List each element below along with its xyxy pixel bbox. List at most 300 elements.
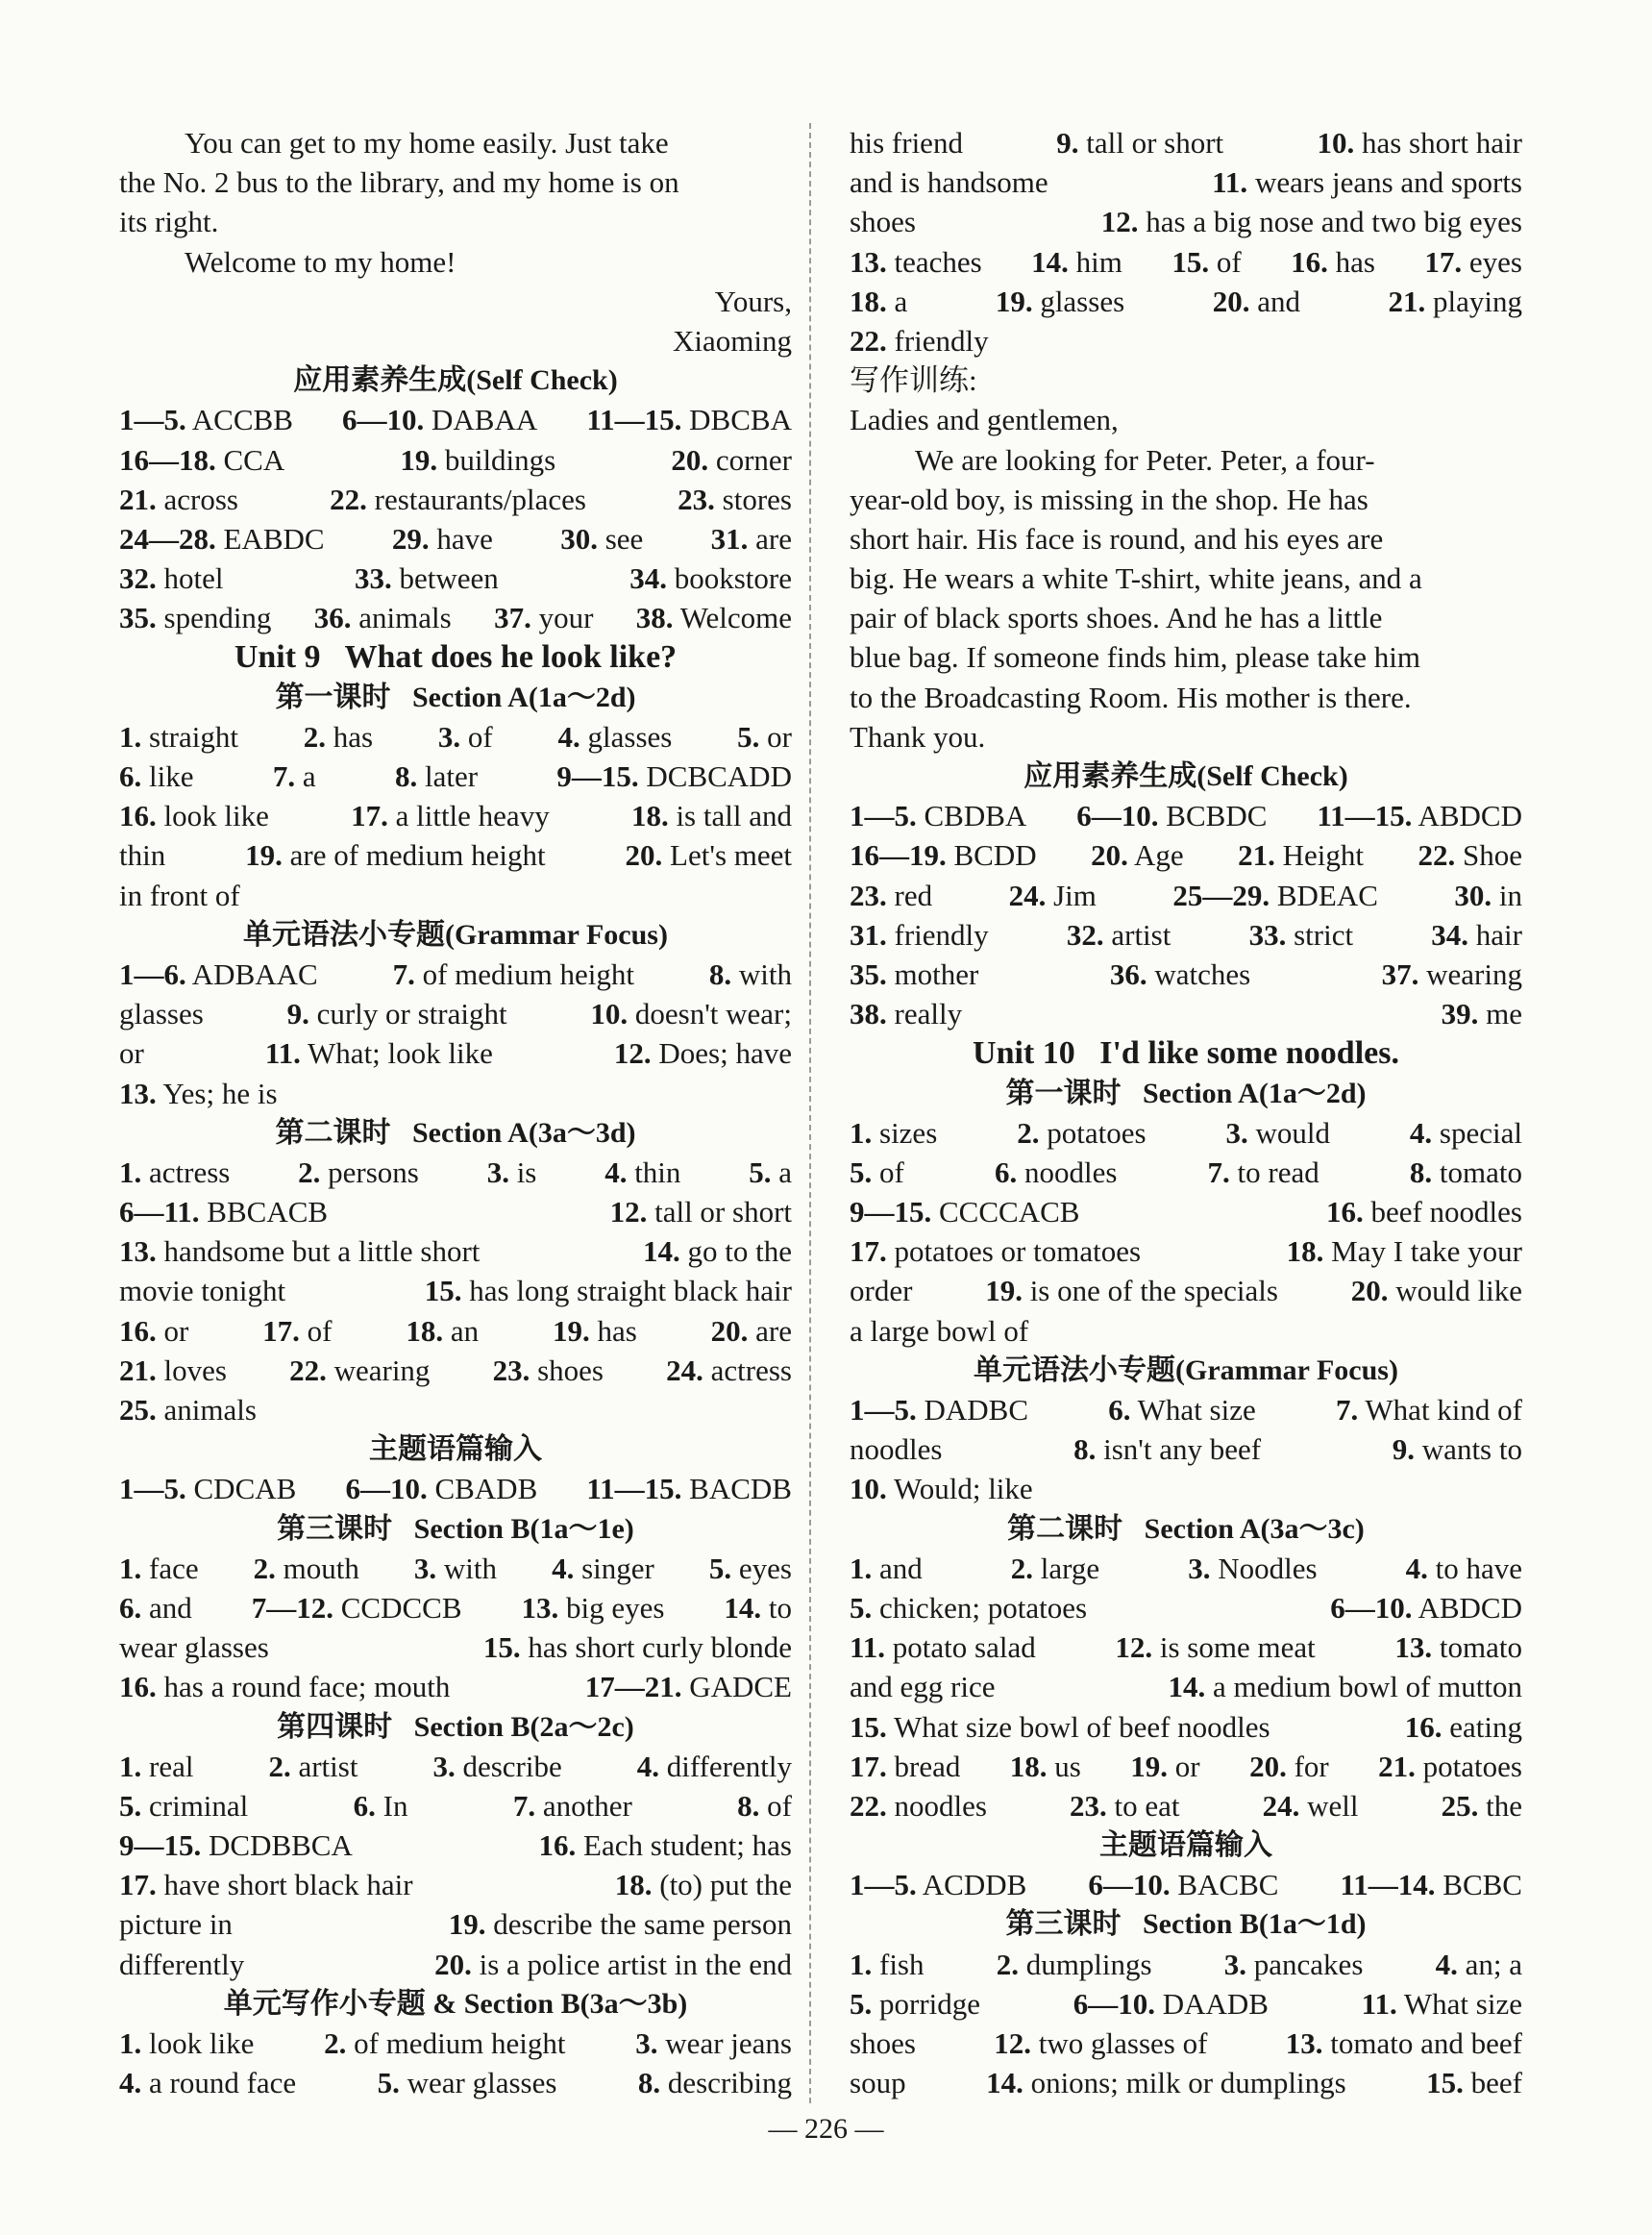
right-column — [850, 123, 1522, 2102]
text-segment: 10. doesn't wear; — [590, 997, 792, 1031]
text-segment: 3. wear jeans — [635, 2026, 792, 2060]
text-segment: wear glasses — [119, 1630, 269, 1665]
text-segment: 2. potatoes — [1017, 1115, 1147, 1150]
text-segment: 3. Noodles — [1188, 1551, 1318, 1585]
answer-number: 21. — [1378, 1749, 1416, 1783]
text-line — [119, 1747, 792, 1786]
text-segment: 20. is a police artist in the end — [434, 1947, 792, 1981]
text-segment: 8. of — [737, 1788, 792, 1823]
answer-number: 5. — [737, 719, 760, 754]
text-line — [850, 440, 1522, 480]
answer-number: 1—5. — [850, 1868, 917, 1902]
text-segment: 21. playing — [1388, 284, 1522, 318]
text-segment: 1—6. ADBAAC — [119, 956, 318, 991]
text-segment: 5. criminal — [119, 1788, 249, 1823]
text-line — [119, 1627, 792, 1667]
column-divider — [809, 123, 811, 2103]
answer-number: 32. — [1066, 917, 1104, 952]
answer-number: 25. — [1441, 1788, 1479, 1823]
text-segment: 15. What size bowl of beef noodles — [850, 1709, 1270, 1744]
text-segment: 第三课时 Section B(1a～1d) — [1005, 1908, 1367, 1941]
answer-number: 17—21. — [584, 1670, 682, 1704]
answer-number: 19. — [985, 1274, 1023, 1308]
answer-number: 21. — [1238, 838, 1275, 873]
answer-number: 4. — [119, 2066, 142, 2100]
section-heading — [119, 1429, 792, 1469]
text-segment: 31. are — [710, 521, 792, 556]
text-segment: 1. look like — [119, 2026, 255, 2060]
answer-number: 17. — [262, 1313, 300, 1348]
answer-number: 20. — [1091, 838, 1128, 873]
answer-number: 6. — [353, 1788, 376, 1823]
text-segment: 2. of medium height — [324, 2026, 566, 2060]
unit-title — [119, 637, 792, 677]
text-line — [850, 1786, 1522, 1825]
answer-number: 2. — [324, 2026, 347, 2060]
text-segment: 5. a — [749, 1155, 792, 1189]
text-segment: 18. May I take your — [1286, 1234, 1522, 1269]
text-line — [119, 2063, 792, 2102]
answer-number: 1. — [850, 1551, 873, 1585]
text-segment: 30. see — [560, 521, 644, 556]
text-segment: 17. have short black hair — [119, 1868, 413, 1902]
text-segment: big. He wears a white T-shirt, white jeans, and a — [850, 561, 1422, 596]
section-heading — [119, 678, 792, 717]
text-segment: 20. would like — [1350, 1274, 1522, 1308]
text-segment: 9. wants to — [1392, 1432, 1522, 1467]
text-segment: 16. or — [119, 1313, 189, 1348]
answer-number: 20. — [1249, 1749, 1287, 1783]
text-segment: 3. is — [486, 1155, 537, 1189]
text-segment: 35. mother — [850, 956, 979, 991]
answer-number: 16. — [119, 1313, 157, 1348]
text-segment: 1. real — [119, 1749, 194, 1783]
text-segment: 4. to have — [1405, 1551, 1522, 1585]
text-segment: 6. What size — [1108, 1393, 1256, 1427]
answer-number: 7. — [1335, 1393, 1359, 1427]
answer-number: 36. — [1109, 956, 1147, 991]
text-segment: 第一课时 Section A(1a～2d) — [1005, 1077, 1367, 1109]
text-segment: 16—18. CCA — [119, 442, 285, 477]
text-line — [119, 321, 792, 360]
answer-number: 13. — [850, 244, 887, 279]
text-segment: 38. really — [850, 997, 963, 1031]
text-segment: 3. describe — [432, 1749, 562, 1783]
text-segment: 4. special — [1409, 1115, 1522, 1150]
text-segment: 34. bookstore — [629, 561, 792, 596]
text-line — [119, 480, 792, 519]
text-segment: 4. glasses — [557, 719, 673, 754]
answer-number: 12. — [613, 1036, 652, 1071]
answer-number: 2. — [298, 1155, 321, 1189]
text-segment: 12. two glasses of — [994, 2026, 1208, 2060]
text-segment: Xiaoming — [673, 323, 792, 358]
text-line — [119, 1153, 792, 1192]
section-heading — [850, 1825, 1522, 1865]
text-line — [850, 2063, 1522, 2102]
text-segment: 15. has long straight black hair — [424, 1274, 792, 1308]
text-line — [119, 835, 792, 875]
answer-number: 23. — [1070, 1788, 1107, 1823]
answer-number: 3. — [1225, 1115, 1248, 1150]
text-line — [850, 559, 1522, 598]
text-segment: 第三课时 Section B(1a～1e) — [277, 1512, 634, 1545]
text-line — [119, 1825, 792, 1865]
text-segment: 24—28. EABDC — [119, 521, 325, 556]
answer-number: 3. — [1223, 1947, 1247, 1981]
text-segment: Welcome to my home! — [185, 244, 456, 279]
answer-number: 20. — [710, 1313, 749, 1348]
answer-number: 9—15. — [119, 1828, 202, 1863]
text-line — [850, 242, 1522, 282]
answer-number: 11—15. — [1317, 799, 1413, 833]
text-segment: 8. tomato — [1409, 1155, 1522, 1189]
text-segment: 单元语法小专题(Grammar Focus) — [243, 918, 668, 951]
text-line — [850, 1429, 1522, 1469]
answer-number: 23. — [492, 1353, 530, 1387]
answer-number: 2. — [1010, 1551, 1034, 1585]
text-segment: 7. of medium height — [392, 956, 634, 991]
text-line — [850, 678, 1522, 717]
answer-number: 12. — [1115, 1630, 1153, 1665]
answer-number: 17. — [850, 1749, 887, 1783]
text-line — [850, 1192, 1522, 1231]
text-segment: 37. your — [494, 601, 594, 635]
text-segment: 6. In — [353, 1788, 408, 1823]
text-segment: and egg rice — [850, 1670, 996, 1704]
text-line — [119, 1311, 792, 1351]
text-segment: 5. eyes — [708, 1551, 792, 1585]
text-segment: 36. watches — [1109, 956, 1251, 991]
text-segment: 16. beef noodles — [1325, 1195, 1522, 1229]
text-segment: picture in — [119, 1907, 233, 1942]
text-line — [119, 1351, 792, 1390]
text-segment: 32. artist — [1066, 917, 1171, 952]
text-segment: 33. between — [354, 561, 499, 596]
text-segment: 3. of — [437, 719, 493, 754]
text-segment: 6—11. BBCACB — [119, 1195, 329, 1229]
text-segment: 25. the — [1441, 1788, 1522, 1823]
text-segment: 21. across — [119, 482, 238, 516]
text-segment: the No. 2 bus to the library, and my home is on — [119, 165, 679, 200]
answer-number: 18. — [614, 1868, 653, 1902]
answer-number: 1. — [119, 2026, 142, 2060]
text-segment: order — [850, 1274, 913, 1308]
text-line — [850, 1667, 1522, 1706]
text-segment: soup — [850, 2066, 906, 2100]
text-segment: short hair. His face is round, and his eyes are — [850, 521, 1384, 556]
text-segment: 20. Let's meet — [625, 838, 792, 873]
answer-number: 36. — [313, 601, 352, 635]
text-line — [119, 1945, 792, 1984]
text-line — [119, 400, 792, 439]
section-heading — [119, 1113, 792, 1153]
text-segment: 33. strict — [1248, 917, 1354, 952]
answer-number: 17. — [351, 799, 388, 833]
text-segment: 21. potatoes — [1378, 1749, 1522, 1783]
text-segment: or — [119, 1036, 144, 1071]
answer-number: 20. — [671, 442, 709, 477]
text-segment: 12. has a big nose and two big eyes — [1100, 205, 1522, 239]
text-segment: 7. a — [272, 759, 316, 793]
section-heading — [850, 1509, 1522, 1549]
text-segment: blue bag. If someone finds him, please take him — [850, 640, 1421, 675]
answer-number: 22. — [850, 323, 887, 358]
text-segment: Ladies and gentlemen, — [850, 403, 1119, 437]
text-line — [850, 835, 1522, 875]
text-segment: 12. is some meat — [1115, 1630, 1316, 1665]
text-segment: 36. animals — [313, 601, 452, 635]
text-line — [850, 598, 1522, 637]
answer-number: 24. — [1262, 1788, 1300, 1823]
answer-number: 19. — [552, 1313, 590, 1348]
text-segment: 2. has — [303, 719, 374, 754]
text-segment: 1. fish — [850, 1947, 925, 1981]
text-segment: 6—10. BACBC — [1088, 1868, 1279, 1902]
text-segment: 23. to eat — [1070, 1788, 1180, 1823]
text-segment: 19. is one of the specials — [985, 1274, 1278, 1308]
text-line — [850, 321, 1522, 360]
text-segment: 5. chicken; potatoes — [850, 1590, 1088, 1625]
text-segment: 应用素养生成(Self Check) — [1023, 760, 1348, 792]
answer-number: 10. — [590, 997, 629, 1031]
answer-number: 8. — [637, 2066, 661, 2100]
text-line — [850, 1588, 1522, 1627]
answer-number: 11—15. — [586, 1472, 682, 1506]
answer-number: 18. — [1009, 1749, 1048, 1783]
text-line — [850, 1984, 1522, 2024]
answer-number: 5. — [708, 1551, 732, 1585]
text-segment: 19. or — [1130, 1749, 1200, 1783]
text-segment: 5. porridge — [850, 1986, 981, 2021]
text-segment: 2. dumplings — [996, 1947, 1152, 1981]
text-line — [850, 876, 1522, 915]
text-segment: 1—5. ACDDB — [850, 1868, 1027, 1902]
text-line — [119, 1192, 792, 1231]
answer-number: 3. — [437, 719, 461, 754]
answer-number: 13. — [119, 1234, 157, 1269]
answer-number: 7—12. — [251, 1590, 333, 1625]
answer-number: 12. — [1100, 205, 1139, 239]
text-segment: 20. Age — [1091, 838, 1184, 873]
text-segment: You can get to my home easily. Just take — [185, 126, 669, 160]
text-line — [850, 796, 1522, 835]
text-segment: 20. corner — [671, 442, 792, 477]
answer-number: 3. — [635, 2026, 658, 2060]
text-line — [119, 1667, 792, 1706]
answer-number: 18. — [630, 799, 669, 833]
answer-number: 4. — [552, 1551, 575, 1585]
answer-number: 6—10. — [1076, 799, 1159, 833]
answer-number: 9—15. — [556, 759, 639, 793]
text-segment: in front of — [119, 878, 240, 912]
text-segment: 20. and — [1212, 284, 1300, 318]
text-segment: 23. stores — [678, 482, 792, 516]
text-segment: 1. and — [850, 1551, 923, 1585]
answer-number: 1—5. — [119, 403, 186, 437]
text-segment: 11. wears jeans and sports — [1212, 165, 1522, 200]
text-line — [850, 1311, 1522, 1351]
answer-number: 25. — [119, 1393, 157, 1427]
text-segment: 16. has — [1291, 244, 1375, 279]
text-line — [850, 480, 1522, 519]
answer-number: 8. — [1073, 1432, 1097, 1467]
text-line — [850, 282, 1522, 321]
text-line — [850, 162, 1522, 202]
text-segment: 1. face — [119, 1551, 199, 1585]
answer-number: 35. — [119, 601, 157, 635]
answer-number: 34. — [629, 561, 667, 596]
section-heading — [850, 1351, 1522, 1390]
text-segment: 17. a little heavy — [351, 799, 550, 833]
text-line — [850, 202, 1522, 241]
answer-number: 4. — [1405, 1551, 1428, 1585]
text-line — [850, 519, 1522, 559]
answer-number: 20. — [625, 838, 663, 873]
text-segment: 21. Height — [1238, 838, 1364, 873]
answer-number: 22. — [289, 1353, 327, 1387]
answer-number: 18. — [1286, 1234, 1324, 1269]
text-segment: 18. (to) put the — [614, 1868, 792, 1902]
answer-number: 6—11. — [119, 1195, 200, 1229]
text-segment: 16. Each student; has — [538, 1828, 792, 1863]
text-segment: 11—15. BACDB — [586, 1472, 792, 1506]
text-segment: 6. noodles — [994, 1155, 1118, 1189]
section-heading — [850, 1904, 1522, 1944]
text-segment: 20. for — [1249, 1749, 1329, 1783]
answer-number: 33. — [1248, 917, 1287, 952]
answer-number: 19. — [995, 284, 1033, 318]
answer-number: 24. — [1008, 878, 1047, 912]
text-line — [850, 1549, 1522, 1588]
text-segment: his friend — [850, 126, 963, 160]
answer-number: 7. — [1207, 1155, 1230, 1189]
text-line — [119, 559, 792, 598]
text-line — [850, 1945, 1522, 1984]
answer-number: 16. — [119, 799, 157, 833]
answer-number: 15. — [850, 1709, 887, 1744]
text-segment: 14. to — [724, 1590, 792, 1625]
text-segment: 37. wearing — [1381, 956, 1522, 991]
answer-number: 23. — [678, 482, 715, 516]
text-segment: 17. bread — [850, 1749, 961, 1783]
text-segment: 11—15. DBCBA — [586, 403, 792, 437]
section-heading — [119, 360, 792, 400]
text-segment: 11—14. BCBC — [1340, 1868, 1522, 1902]
answer-number: 13. — [1285, 2026, 1323, 2060]
left-column — [119, 123, 792, 2102]
section-heading — [119, 1984, 792, 2024]
text-segment: 25. animals — [119, 1393, 257, 1427]
answer-number: 16. — [119, 1670, 157, 1704]
answer-number: 5. — [850, 1986, 873, 2021]
answer-number: 6. — [119, 1590, 142, 1625]
text-segment: 12. tall or short — [609, 1195, 792, 1229]
answer-number: 14. — [986, 2066, 1023, 2100]
answer-number: 11. — [264, 1036, 301, 1071]
text-segment: 14. onions; milk or dumplings — [986, 2066, 1346, 2100]
text-segment: 单元写作小专题 & Section B(3a～3b) — [223, 1987, 688, 2020]
text-segment: 6—10. ABDCD — [1330, 1590, 1522, 1625]
answer-number: 1. — [850, 1947, 873, 1981]
answer-number: 8. — [737, 1788, 760, 1823]
answer-number: 9—15. — [850, 1195, 932, 1229]
answer-number: 18. — [850, 284, 887, 318]
answer-number: 9. — [1056, 126, 1079, 160]
answer-number: 14. — [724, 1590, 762, 1625]
text-line — [119, 242, 792, 282]
text-segment: 第二课时 Section A(3a～3d) — [275, 1116, 636, 1149]
answer-number: 1—5. — [119, 1472, 186, 1506]
text-segment: 5. wear glasses — [377, 2066, 557, 2100]
text-segment: 34. hair — [1431, 917, 1522, 952]
text-segment: a large bowl of — [850, 1313, 1029, 1348]
text-segment: Unit 10 I'd like some noodles. — [973, 1035, 1399, 1072]
answer-number: 19. — [1130, 1749, 1169, 1783]
answer-number: 4. — [1409, 1115, 1433, 1150]
text-segment: glasses — [119, 997, 204, 1031]
section-heading — [119, 1509, 792, 1549]
text-segment: 4. thin — [604, 1155, 681, 1189]
answer-number: 4. — [636, 1749, 659, 1783]
text-segment: 9. tall or short — [1056, 126, 1224, 160]
text-segment: 15. has short curly blonde — [482, 1630, 792, 1665]
answer-number: 12. — [994, 2026, 1032, 2060]
answer-number: 15. — [1171, 244, 1210, 279]
text-segment: 16. has a round face; mouth — [119, 1670, 451, 1704]
text-segment: 11. What size — [1361, 1986, 1522, 2021]
text-line — [119, 2024, 792, 2063]
text-segment: 6—10. BCBDC — [1076, 799, 1268, 833]
text-segment: 29. have — [391, 521, 493, 556]
text-segment: 16. eating — [1404, 1709, 1522, 1744]
text-line — [850, 123, 1522, 162]
answer-number: 11. — [1212, 165, 1248, 200]
text-segment: 11—15. ABDCD — [1317, 799, 1522, 833]
answer-number: 1. — [119, 1551, 142, 1585]
text-segment: 4. a round face — [119, 2066, 297, 2100]
answer-number: 11—15. — [586, 403, 682, 437]
answer-number: 14. — [1168, 1670, 1206, 1704]
text-line — [850, 637, 1522, 677]
answer-number: 8. — [1409, 1155, 1433, 1189]
answer-number: 5. — [119, 1788, 142, 1823]
answer-number: 6—10. — [1088, 1868, 1171, 1902]
answer-number: 7. — [512, 1788, 536, 1823]
answer-number: 12. — [609, 1195, 648, 1229]
text-segment: 13. tomato — [1394, 1630, 1522, 1665]
text-line — [850, 1627, 1522, 1667]
answer-number: 16. — [1404, 1709, 1442, 1744]
text-line — [850, 955, 1522, 994]
answer-number: 16. — [538, 1828, 577, 1863]
text-segment: noodles — [850, 1432, 943, 1467]
answer-number: 31. — [850, 917, 887, 952]
answer-number: 20. — [1350, 1274, 1389, 1308]
text-segment: Thank you. — [850, 719, 986, 754]
answer-number: 6. — [1108, 1393, 1131, 1427]
text-line — [119, 717, 792, 757]
answer-number: 18. — [406, 1313, 444, 1348]
answer-number: 38. — [850, 997, 887, 1031]
answer-number: 5. — [749, 1155, 772, 1189]
answer-number: 13. — [521, 1590, 559, 1625]
text-segment: 3. would — [1225, 1115, 1330, 1150]
answer-number: 37. — [494, 601, 531, 635]
text-segment: 6—10. DABAA — [342, 403, 538, 437]
text-segment: 17. of — [262, 1313, 333, 1348]
text-segment: 8. isn't any beef — [1073, 1432, 1262, 1467]
